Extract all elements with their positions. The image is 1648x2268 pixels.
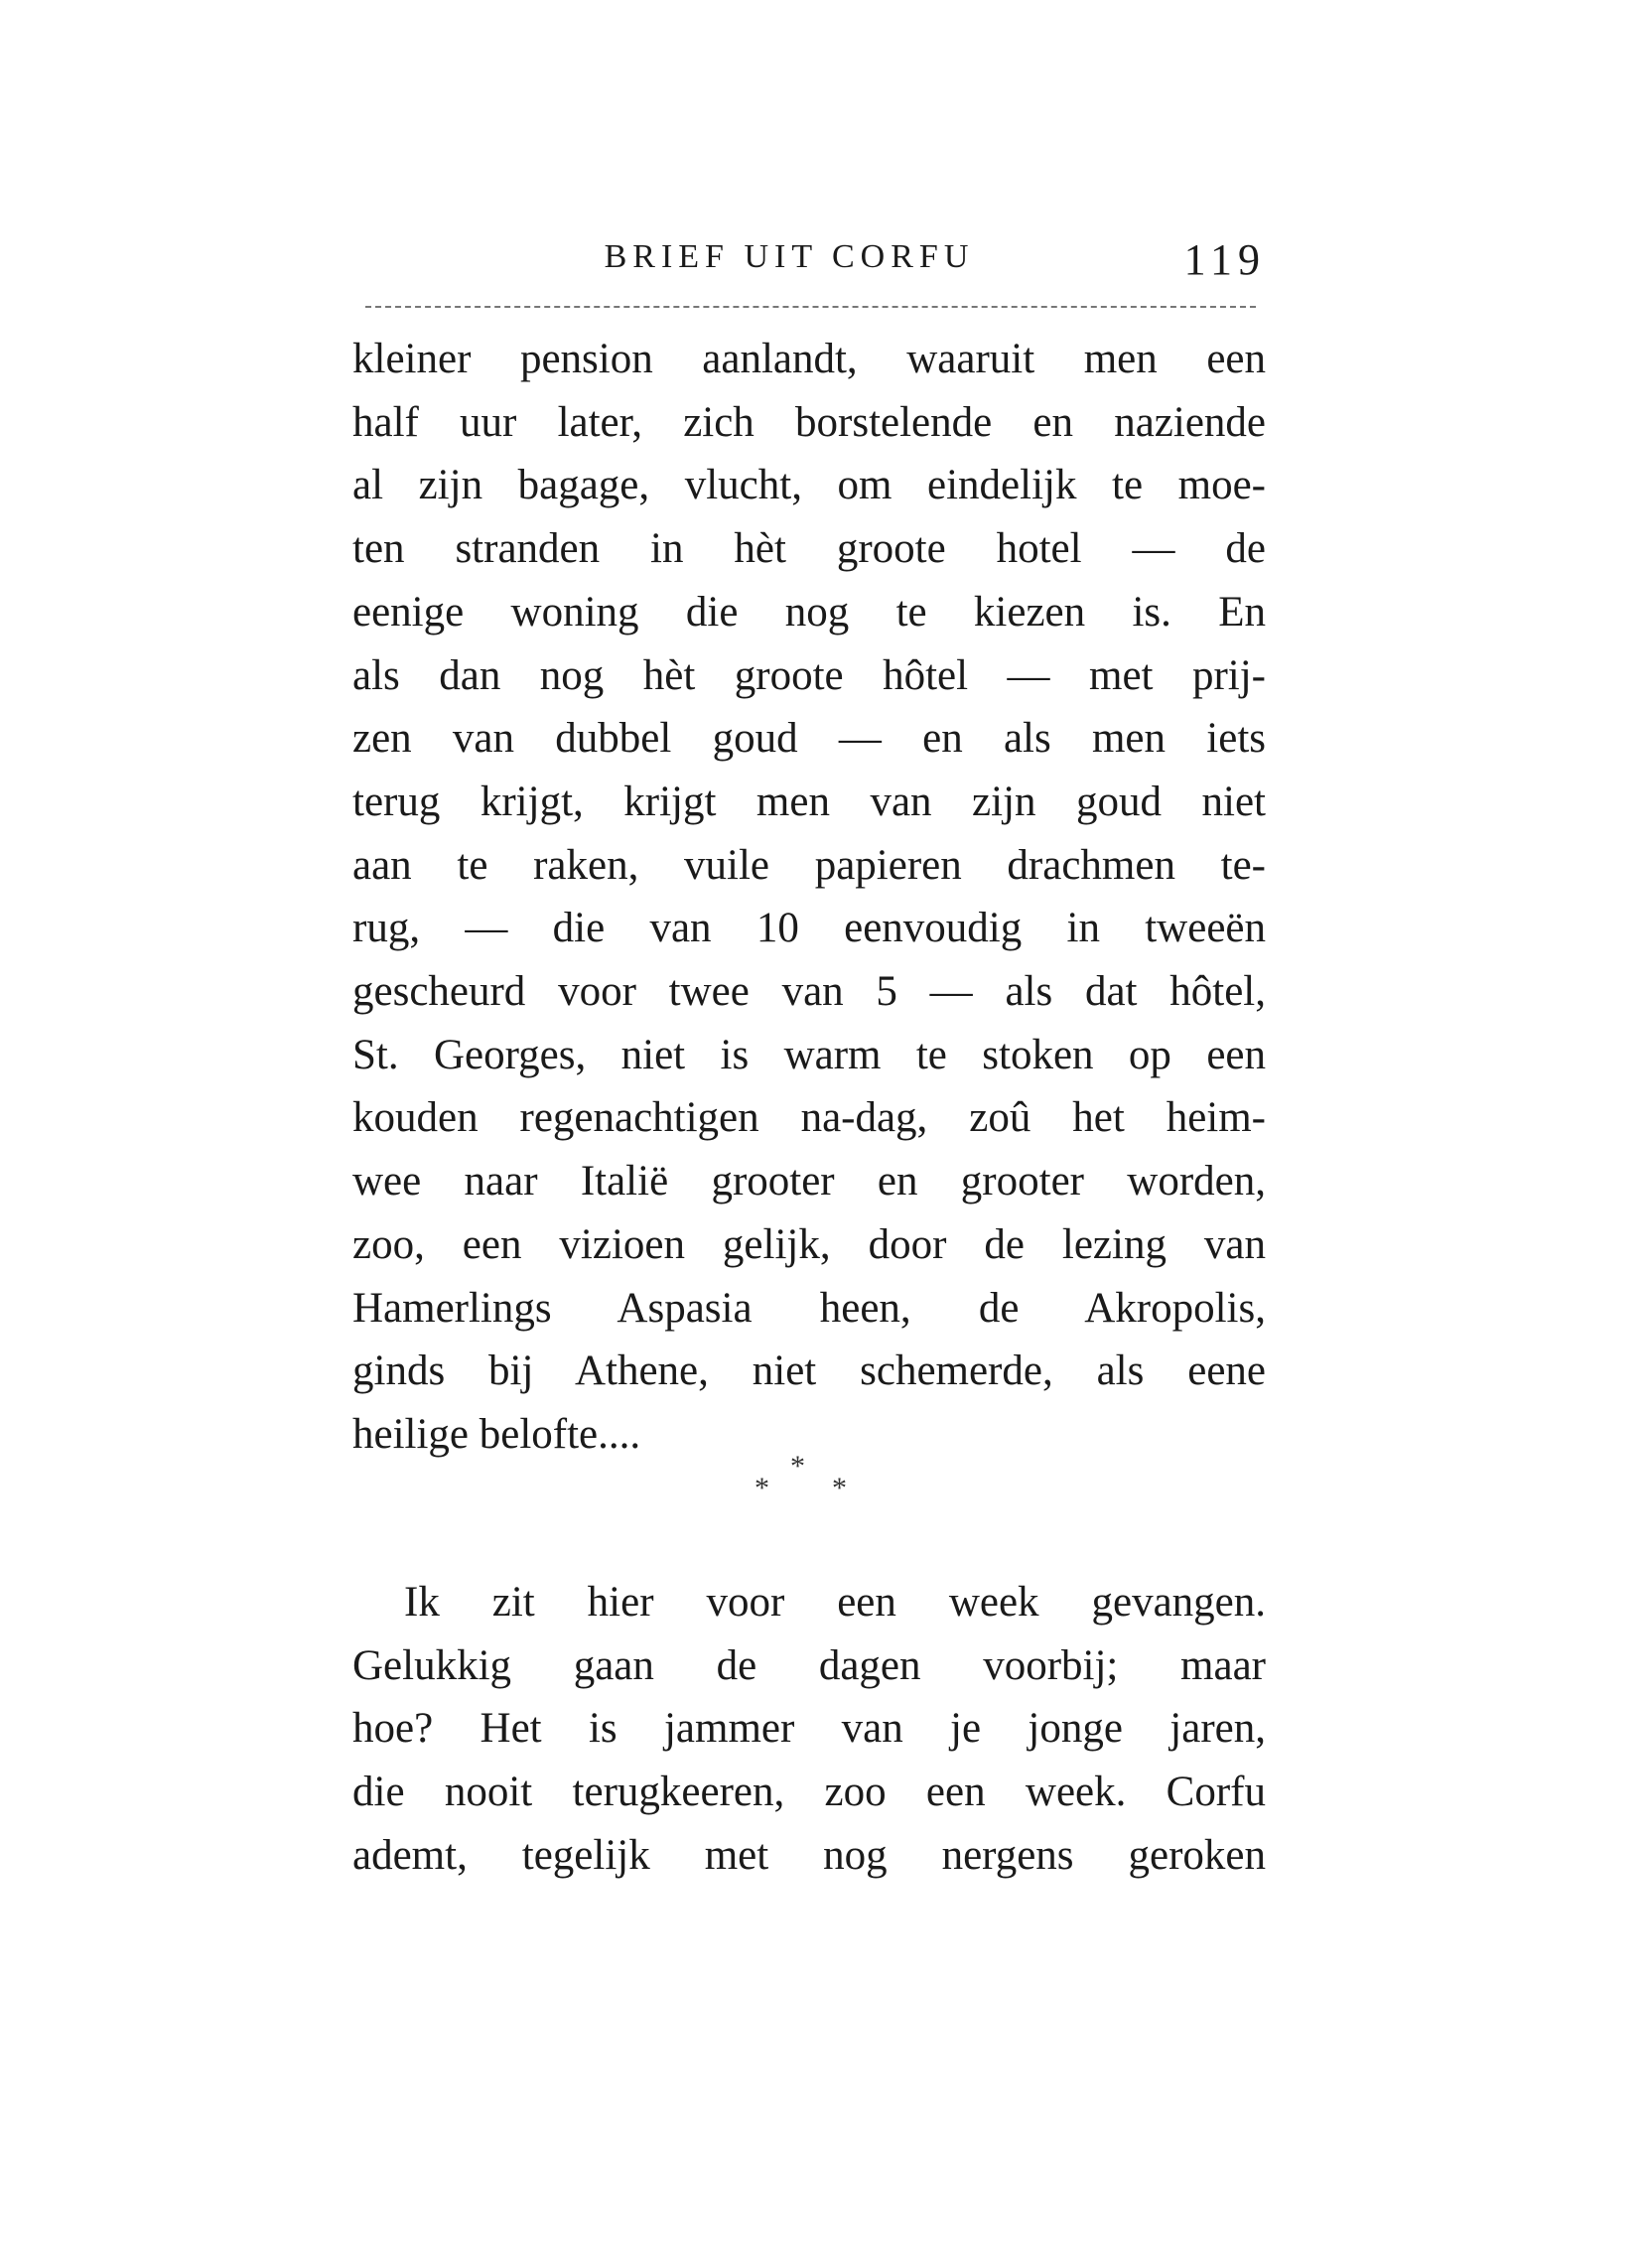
text-line: rug, — die van 10 eenvoudig in tweeën	[352, 905, 1266, 952]
header-rule	[365, 306, 1256, 308]
text-line: kleiner pension aanlandt, waaruit men een	[352, 336, 1266, 382]
asterism-star: *	[790, 1450, 805, 1483]
text-line: aan te raken, vuile papieren drachmen te-	[352, 841, 1266, 889]
text-line: half uur later, zich borstelende en naziende	[352, 398, 1266, 446]
text-line: ten stranden in hèt groote hotel — de	[352, 525, 1266, 573]
text-line: zen van dubbel goud — en als men iets	[352, 715, 1266, 763]
text-line: gescheurd voor twee van 5 — als dat hôtel,	[352, 968, 1266, 1016]
text-line: eenige woning die nog te kiezen is. En	[352, 588, 1266, 636]
text-line: terug krijgt, krijgt men van zijn goud niet	[352, 778, 1266, 825]
running-head	[352, 235, 1266, 288]
text-line: al zijn bagage, vlucht, om eindelijk te moe-	[352, 462, 1266, 509]
running-head-title: BRIEF UIT CORFU	[604, 238, 975, 275]
paragraph-1	[352, 328, 1266, 1467]
text-line: die nooit terugkeeren, zoo een week. Corfu	[352, 1769, 1266, 1816]
text-line: Gelukkig gaan de dagen voorbij; maar	[352, 1641, 1266, 1689]
asterism-star: *	[755, 1472, 769, 1504]
page-number: 119	[1183, 235, 1266, 284]
asterism-star: *	[832, 1472, 847, 1504]
text-line: wee naar Italië grooter en grooter worden,	[352, 1158, 1266, 1205]
paragraph-2	[352, 1571, 1266, 1888]
text-line: hoe? Het is jammer van je jonge jaren,	[352, 1705, 1266, 1753]
text-line: ademt, tegelijk met nog nergens geroken	[352, 1831, 1266, 1879]
text-line: als dan nog hèt groote hôtel — met prij-	[352, 651, 1266, 699]
text-line: Hamerlings Aspasia heen, de Akropolis,	[352, 1284, 1266, 1332]
text-line: zoo, een vizioen gelijk, door de lezing van	[352, 1220, 1266, 1268]
section-break-asterism	[735, 1450, 864, 1509]
text-line: ginds bij Athene, niet schemerde, als eene	[352, 1347, 1266, 1395]
text-line: Ik zit hier voor een week gevangen.	[404, 1579, 1266, 1626]
text-line: St. Georges, niet is warm te stoken op een	[352, 1031, 1266, 1078]
text-line: kouden regenachtigen na-dag, zoû het heim-	[352, 1094, 1266, 1142]
text-line: heilige belofte....	[352, 1410, 641, 1458]
